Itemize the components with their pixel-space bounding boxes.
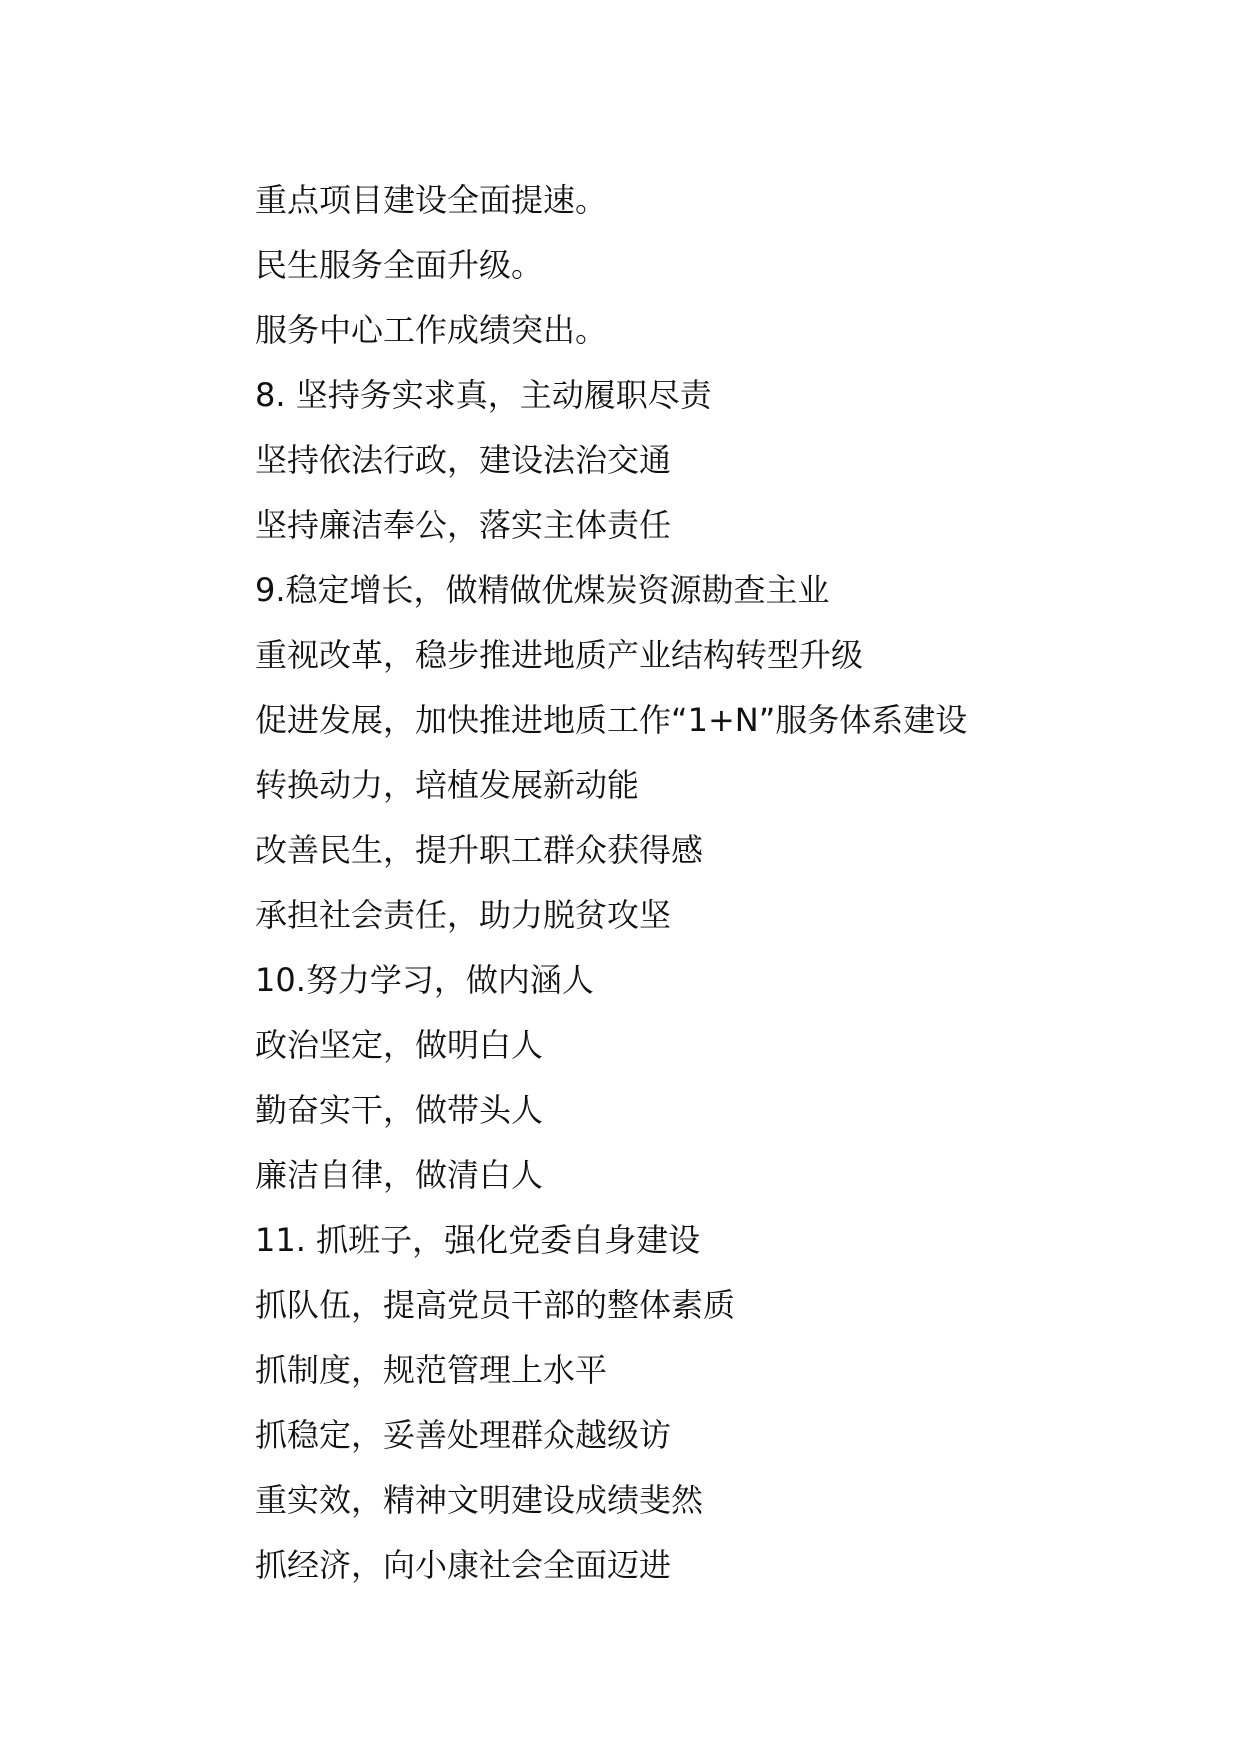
text-line: 廉洁自律，做清白人 — [255, 1156, 544, 1194]
text-line: 促进发展，加快推进地质工作“1+N”服务体系建设 — [255, 701, 968, 739]
text-line: 服务中心工作成绩突出。 — [255, 311, 608, 349]
text-line: 坚持依法行政，建设法治交通 — [255, 441, 672, 479]
text-line: 抓制度，规范管理上水平 — [255, 1351, 608, 1389]
section-heading-10: 10.努力学习，做内涵人 — [255, 961, 594, 999]
text-lines — [255, 168, 1155, 1598]
section-heading-8: 8. 坚持务实求真，主动履职尽责 — [255, 376, 712, 414]
text-line: 转换动力，培植发展新动能 — [255, 766, 640, 804]
text-line: 勤奋实干，做带头人 — [255, 1091, 544, 1129]
text-line: 重实效，精神文明建设成绩斐然 — [255, 1481, 704, 1519]
section-heading-9: 9.稳定增长，做精做优煤炭资源勘查主业 — [255, 571, 830, 609]
text-line: 坚持廉洁奉公，落实主体责任 — [255, 506, 672, 544]
text-line: 民生服务全面升级。 — [255, 246, 544, 284]
text-line: 重点项目建设全面提速。 — [255, 181, 608, 219]
text-line: 承担社会责任，助力脱贫攻坚 — [255, 896, 672, 934]
text-line: 抓稳定，妥善处理群众越级访 — [255, 1416, 672, 1454]
section-heading-11: 11. 抓班子，强化党委自身建设 — [255, 1221, 701, 1259]
text-line: 抓队伍，提高党员干部的整体素质 — [255, 1286, 736, 1324]
text-line: 重视改革，稳步推进地质产业结构转型升级 — [255, 636, 864, 674]
text-line: 政治坚定，做明白人 — [255, 1026, 544, 1064]
text-line: 抓经济，向小康社会全面迈进 — [255, 1546, 672, 1584]
text-line: 改善民生，提升职工群众获得感 — [255, 831, 704, 869]
